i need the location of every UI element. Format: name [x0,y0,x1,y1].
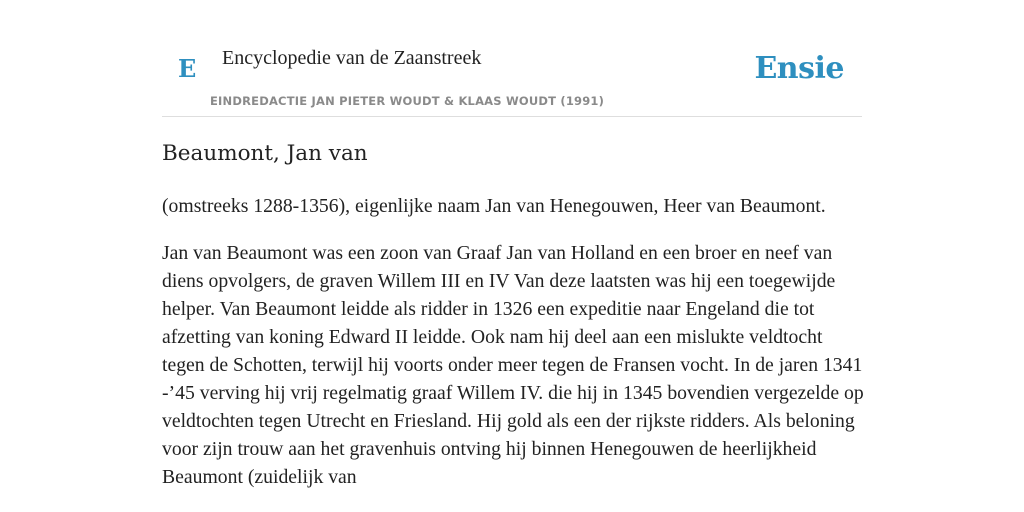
encyclopedia-logo[interactable]: E [178,54,197,83]
entry-content [162,138,864,491]
page-header [162,0,862,117]
entry-intro-paragraph: (omstreeks 1288-1356), eigenlijke naam Jan van Henegouwen, Heer van Beaumont. [162,195,826,217]
editors-line: EINDREDACTIE JAN PIETER WOUDT & KLAAS WOUDT (1991) [210,94,605,108]
ensie-brand-logo[interactable]: Ensie [754,51,844,86]
entry-body-paragraph: Jan van Beaumont was een zoon van Graaf Jan van Holland en een broer en neef van diens opvolgers, de graven Willem III en IV Van deze laatsten was hij een toegewijde helper. Van Beaumont leidde als ridder in 1326 een expeditie naar Engeland die tot afzetting van koning Edward II leidde. Ook nam hij deel aan een mislukte veldtocht tegen de Schotten, terwijl hij voorts onder meer tegen de Fransen vocht. In de jaren 1341 -’45 verving hij vrij regelmatig graaf Willem IV. die hij in 1345 bovendien vergezelde op veldtochten tegen Utrecht en Friesland. Hij gold als een der rijkste ridders. Als beloning voor zijn trouw aan het gravenhuis ontving hij binnen Henegouwen de heerlijkheid Beaumont (zuidelijk van [162,242,864,488]
encyclopedia-title[interactable]: Encyclopedie van de Zaanstreek [222,47,482,69]
entry-title: Beaumont, Jan van [162,141,368,166]
